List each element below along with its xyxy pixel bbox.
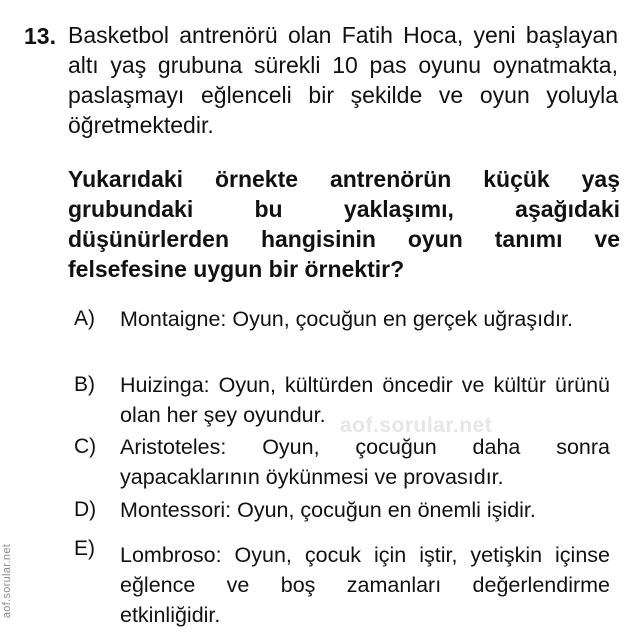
option-letter: E) — [74, 537, 95, 560]
question-stem: Basketbol antrenörü olan Fatih Hoca, yeni başlayan altı yaş grubuna sürekli 10 pas oyunu oynatmakta, paslaşmayı eğlenceli bir şekilde ve oyun yoluyla öğretmektedir. — [68, 22, 618, 138]
watermark-side: aof.sorular.net — [1, 543, 14, 619]
option-letter: D) — [74, 498, 97, 521]
option-text: Aristoteles: Oyun, çocuğun daha sonra yapacaklarının öykünmesi ve provasıdır. — [120, 435, 610, 489]
option-text: Huizinga: Oyun, kültürden öncedir ve kültür ürünü olan her şey oyundur. — [120, 373, 610, 427]
watermark-center: aof.sorular.net — [340, 414, 493, 437]
option-letter: A) — [74, 307, 95, 330]
question-number: 13. — [24, 23, 56, 49]
option-text: Lombroso: Oyun, çocuk için iştir, yetişkin içinse eğlence ve boş zamanları değerlendirme etkinliğidir. — [120, 543, 610, 627]
option-letter: C) — [74, 435, 97, 458]
question-prompt: Yukarıdaki örnekte antrenörün küçük yaş grubundaki bu yaklaşımı, aşağıdaki düşünürlerden hangisinin oyun tanımı ve felsefesine uygun bir örnektir? — [68, 166, 620, 282]
option-letter: B) — [74, 373, 95, 396]
option-text: Montaigne: Oyun, çocuğun en gerçek uğraşıdır. — [120, 307, 573, 331]
option-text: Montessori: Oyun, çocuğun en önemli işidir. — [120, 498, 536, 522]
